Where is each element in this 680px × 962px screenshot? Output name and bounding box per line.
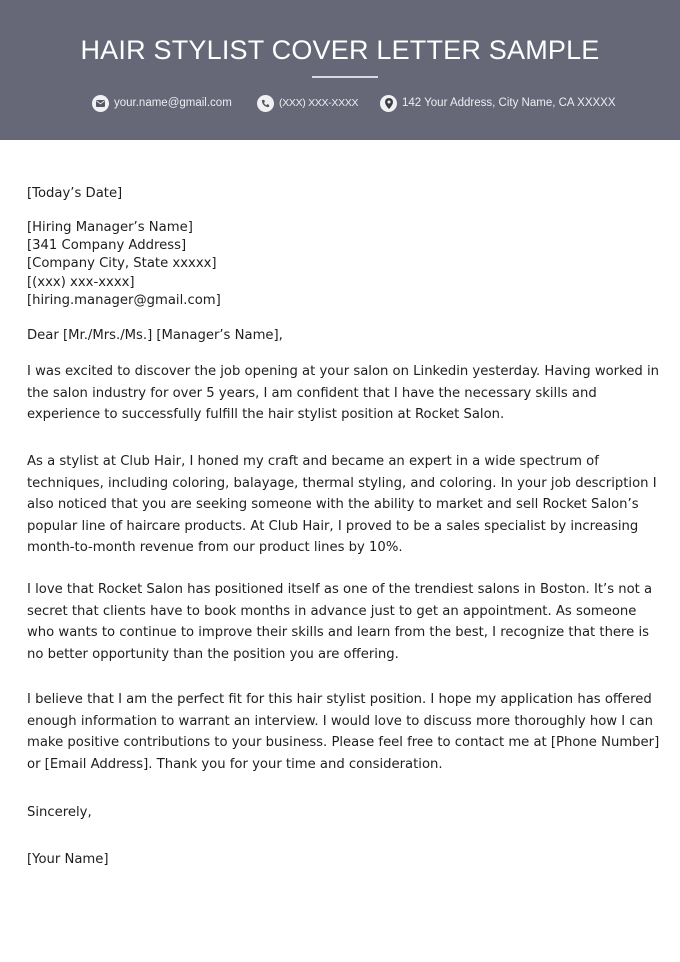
recipient-city-state: [Company City, State xxxxx] <box>27 256 217 272</box>
page-title: HAIR STYLIST COVER LETTER SAMPLE <box>80 35 600 65</box>
contact-email <box>92 93 232 113</box>
location-pin-icon <box>380 95 397 112</box>
contact-address <box>380 93 616 113</box>
recipient-address: [341 Company Address] <box>27 238 187 254</box>
title-divider <box>312 76 378 78</box>
letter-date: [Today’s Date] <box>27 186 123 201</box>
phone-icon <box>257 95 274 112</box>
contact-phone-text: (XXX) XXX-XXXX <box>279 97 359 109</box>
recipient-name: [Hiring Manager’s Name] <box>27 220 193 235</box>
body-paragraph: I was excited to discover the job opening at your salon on Linkedin yesterday. Having worked in the salon industry for over 5 years, I am confident that I have the necessary skills and experience to successfully fulfill the hair stylist position at Rocket Salon. <box>27 364 659 422</box>
contact-email-text: your.name@gmail.com <box>114 97 232 109</box>
contact-phone <box>257 93 358 113</box>
body-paragraph: As a stylist at Club Hair, I honed my craft and became an expert in a wide spectrum of techniques, including coloring, balayage, thermal styling, and coloring. In your job description I also noticed that you are seeking someone with the ability to market and sell Rocket Salon’s popular line of haircare products. At Club Hair, I proved to be a sales specialist by increasing month-to-month revenue from our product lines by 10%. <box>27 454 657 555</box>
header-banner <box>0 0 680 140</box>
signature: [Your Name] <box>27 852 109 867</box>
recipient-block <box>27 219 221 310</box>
recipient-email: [hiring.manager@gmail.com] <box>27 292 221 308</box>
recipient-phone: [(xxx) xxx-xxxx] <box>27 274 135 290</box>
body-paragraph: I believe that I am the perfect fit for this hair stylist position. I hope my application has offered enough information to warrant an interview. I would love to discuss more thoroughly how I can make positive contributions to your business. Please feel free to contact me at [Phone Number] or [Email Address]. Thank you for your time and consideration. <box>27 692 660 772</box>
contact-bar <box>0 93 680 113</box>
body-paragraph: I love that Rocket Salon has positioned itself as one of the trendiest salons in Boston. It’s not a secret that clients have to book months in advance just to get an appointment. As someone who wants to continue to improve their skills and learn from the best, I recognize that there is no better opportunity than the position you are offering. <box>27 582 653 662</box>
envelope-icon <box>92 95 109 112</box>
salutation: Dear [Mr./Mrs./Ms.] [Manager’s Name], <box>27 328 283 343</box>
closing: Sincerely, <box>27 805 92 820</box>
contact-address-text: 142 Your Address, City Name, CA XXXXX <box>402 97 616 109</box>
